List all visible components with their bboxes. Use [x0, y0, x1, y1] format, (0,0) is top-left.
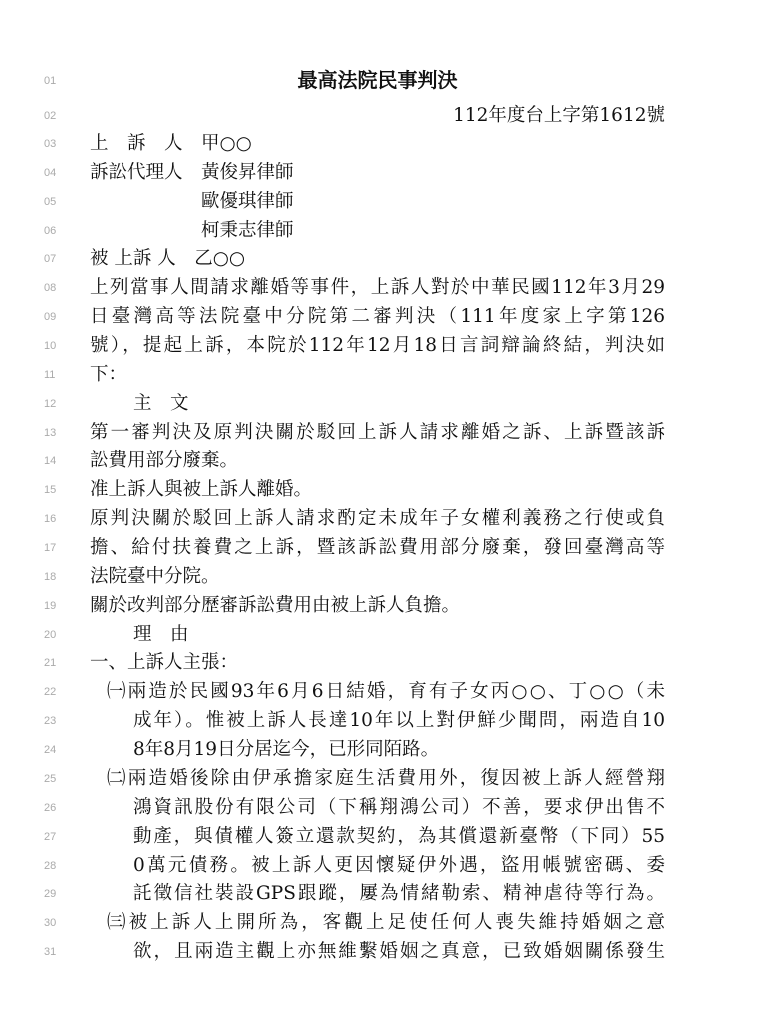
document-line [0, 851, 758, 880]
line-number: 14 [44, 455, 57, 468]
line-text: 欲，且兩造主觀上亦無維繫婚姻之真意，已致婚姻關係發生 [133, 941, 665, 963]
line-number: 22 [44, 686, 57, 699]
line-text: 號），提起上訴，本院於112年12月18日言詞辯論終結，判決如 [90, 335, 665, 357]
line-text: ㈢被上訴人上開所為，客觀上足使任何人喪失維持婚姻之意 [107, 912, 665, 934]
document-line [0, 908, 758, 937]
line-number: 26 [44, 801, 57, 814]
line-number: 29 [44, 888, 57, 901]
line-number: 04 [44, 166, 57, 179]
document-line [0, 244, 758, 273]
line-number: 07 [44, 253, 57, 266]
line-text: 鴻資訊股份有限公司（下稱翔鴻公司）不善，要求伊出售不 [133, 796, 665, 818]
document-line [0, 216, 758, 245]
line-text: 第一審判決及原判決關於駁回上訴人請求離婚之訴、上訴暨該訴 [90, 421, 665, 443]
line-number: 16 [44, 513, 57, 526]
line-number: 30 [44, 917, 57, 930]
line-number: 24 [44, 744, 57, 757]
line-number: 05 [44, 195, 57, 208]
document-line [0, 504, 758, 533]
line-number: 06 [44, 224, 57, 237]
line-number: 11 [44, 368, 56, 381]
document-line [0, 533, 758, 562]
line-text: 被 上訴 人 乙○○ [90, 248, 246, 270]
line-text: 主 文 [133, 392, 189, 414]
line-number: 17 [44, 542, 57, 555]
document-line [0, 66, 758, 95]
line-number: 20 [44, 628, 57, 641]
line-number: 13 [44, 426, 57, 439]
line-text: 動產，與債權人簽立還款契約，為其償還新臺幣（下同）55 [133, 825, 665, 847]
line-number: 12 [44, 397, 57, 410]
line-text: 原判決關於駁回上訴人請求酌定未成年子女權利義務之行使或負 [90, 508, 665, 530]
document-line [0, 129, 758, 158]
document-line [0, 302, 758, 331]
line-number: 09 [44, 311, 57, 324]
line-text: 柯秉志律師 [90, 219, 294, 241]
line-number: 01 [44, 75, 57, 87]
line-number: 10 [44, 340, 57, 353]
line-number: 15 [44, 484, 57, 497]
line-text: ㈠兩造於民國93年6月6日結婚，育有子女丙○○、丁○○（未 [107, 681, 665, 703]
document-line [0, 937, 758, 966]
document-line [0, 793, 758, 822]
line-text: 訟費用部分廢棄。 [90, 450, 239, 472]
line-text: 擔、給付扶養費之上訴，暨該訴訟費用部分廢棄，發回臺灣高等 [90, 537, 665, 559]
line-number: 28 [44, 859, 57, 872]
line-number: 27 [44, 830, 57, 843]
document-line [0, 648, 758, 677]
page-title: 最高法院民事判決 [297, 68, 458, 92]
line-number: 18 [44, 570, 57, 583]
document-line [0, 562, 758, 591]
document-line [0, 620, 758, 649]
line-text: 上列當事人間請求離婚等事件，上訴人對於中華民國112年3月29 [90, 277, 665, 299]
line-number: 03 [44, 138, 57, 150]
line-text: 8年8月19日分居迄今，已形同陌路。 [133, 739, 440, 761]
line-text: 成年）。惟被上訴人長達10年以上對伊鮮少聞問，兩造自10 [133, 710, 665, 732]
document-line [0, 735, 758, 764]
line-text: 一、上訴人主張： [90, 652, 239, 674]
document-line [0, 879, 758, 908]
document-line [0, 187, 758, 216]
line-text: 歐優琪律師 [90, 190, 294, 212]
document-line [0, 591, 758, 620]
document-line [0, 158, 758, 187]
line-number: 31 [44, 946, 57, 959]
document-line [0, 331, 758, 360]
case-number: 112年度台上字第1612號 [453, 105, 665, 126]
line-text: 訴訟代理人 黃俊昇律師 [90, 161, 294, 183]
line-text: 日臺灣高等法院臺中分院第二審判決（111年度家上字第126 [90, 306, 665, 328]
line-text: 關於改判部分歷審訴訟費用由被上訴人負擔。 [90, 594, 461, 616]
document-line [0, 764, 758, 793]
line-number: 19 [44, 599, 57, 612]
document-line [0, 273, 758, 302]
document-line [0, 677, 758, 706]
document-line [0, 418, 758, 447]
line-number: 02 [44, 110, 57, 122]
line-text: 下： [90, 363, 128, 385]
document-line [0, 475, 758, 504]
line-text: 理 由 [133, 623, 189, 645]
document-line [0, 446, 758, 475]
document-line [0, 360, 758, 389]
document-line [0, 389, 758, 418]
document-line [0, 101, 758, 130]
line-number: 23 [44, 715, 57, 728]
line-number: 21 [44, 657, 57, 670]
line-text: 上 訴 人 甲○○ [90, 133, 252, 154]
line-text: 法院臺中分院。 [90, 565, 220, 587]
line-number: 25 [44, 772, 57, 785]
line-text: 0萬元債務。被上訴人更因懷疑伊外遇，盜用帳號密碼、委 [133, 854, 665, 876]
line-text: 託徵信社裝設GPS跟蹤，屢為情緒勒索、精神虐待等行為。 [133, 883, 665, 905]
document-line [0, 706, 758, 735]
line-number: 08 [44, 282, 57, 295]
line-text: ㈡兩造婚後除由伊承擔家庭生活費用外，復因被上訴人經營翔 [107, 767, 665, 789]
line-text: 准上訴人與被上訴人離婚。 [90, 479, 313, 501]
document-line [0, 822, 758, 851]
